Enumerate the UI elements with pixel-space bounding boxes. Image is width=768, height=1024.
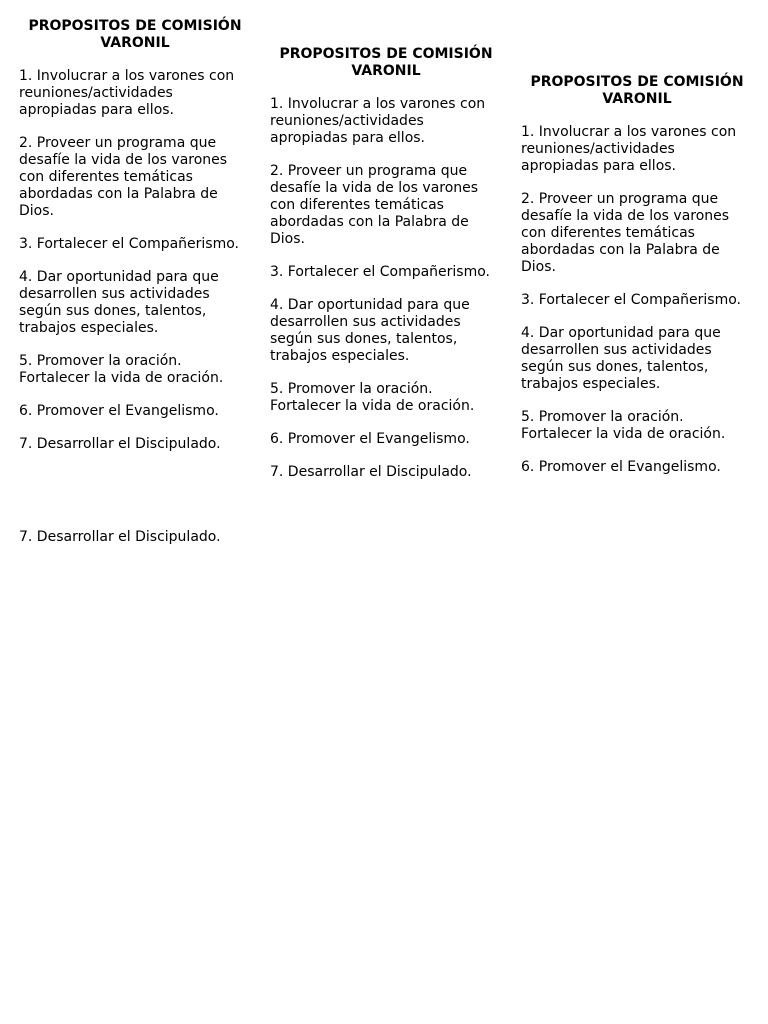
list-item: 6. Promover el Evangelismo. bbox=[270, 431, 470, 447]
list-item: 7. Desarrollar el Discipulado. bbox=[19, 436, 221, 452]
column-title: PROPOSITOS DE COMISIÓN VARONIL bbox=[530, 74, 744, 107]
list-item: 1. Involucrar a los varones con reuniones/actividades apropiadas para ellos. bbox=[521, 124, 737, 174]
purpose-list bbox=[19, 68, 251, 453]
column-3 bbox=[521, 74, 753, 492]
list-item: 1. Involucrar a los varones con reuniones/actividades apropiadas para ellos. bbox=[270, 96, 486, 146]
list-item: 5. Promover la oración. Fortalecer la vida de oración. bbox=[19, 353, 224, 386]
purpose-list bbox=[270, 96, 502, 481]
list-item: 1. Involucrar a los varones con reuniones/actividades apropiadas para ellos. bbox=[19, 68, 235, 118]
list-item: 7. Desarrollar el Discipulado. bbox=[270, 464, 472, 480]
list-item: 4. Dar oportunidad para que desarrollen sus actividades según sus dones, talentos, trabajos especiales. bbox=[19, 269, 219, 336]
list-item: 2. Proveer un programa que desafíe la vida de los varones con diferentes temáticas abordadas con la Palabra de Dios. bbox=[521, 191, 730, 275]
column-1 bbox=[19, 18, 251, 562]
list-item: 3. Fortalecer el Compañerismo. bbox=[19, 236, 240, 252]
list-item-trailing: 7. Desarrollar el Discipulado. bbox=[19, 529, 221, 545]
list-item: 5. Promover la oración. Fortalecer la vida de oración. bbox=[270, 381, 475, 414]
list-item: 6. Promover el Evangelismo. bbox=[521, 459, 721, 475]
column-2 bbox=[270, 46, 502, 497]
list-item: 2. Proveer un programa que desafíe la vida de los varones con diferentes temáticas abordadas con la Palabra de Dios. bbox=[19, 135, 228, 219]
list-item: 4. Dar oportunidad para que desarrollen sus actividades según sus dones, talentos, trabajos especiales. bbox=[270, 297, 470, 364]
list-item: 4. Dar oportunidad para que desarrollen sus actividades según sus dones, talentos, trabajos especiales. bbox=[521, 325, 721, 392]
list-item: 3. Fortalecer el Compañerismo. bbox=[270, 264, 491, 280]
purpose-list bbox=[521, 124, 753, 476]
spacer bbox=[19, 469, 251, 529]
list-item: 3. Fortalecer el Compañerismo. bbox=[521, 292, 742, 308]
column-title: PROPOSITOS DE COMISIÓN VARONIL bbox=[279, 46, 493, 79]
list-item: 2. Proveer un programa que desafíe la vida de los varones con diferentes temáticas abordadas con la Palabra de Dios. bbox=[270, 163, 479, 247]
column-title: PROPOSITOS DE COMISIÓN VARONIL bbox=[28, 18, 242, 51]
list-item: 6. Promover el Evangelismo. bbox=[19, 403, 219, 419]
list-item: 5. Promover la oración. Fortalecer la vida de oración. bbox=[521, 409, 726, 442]
